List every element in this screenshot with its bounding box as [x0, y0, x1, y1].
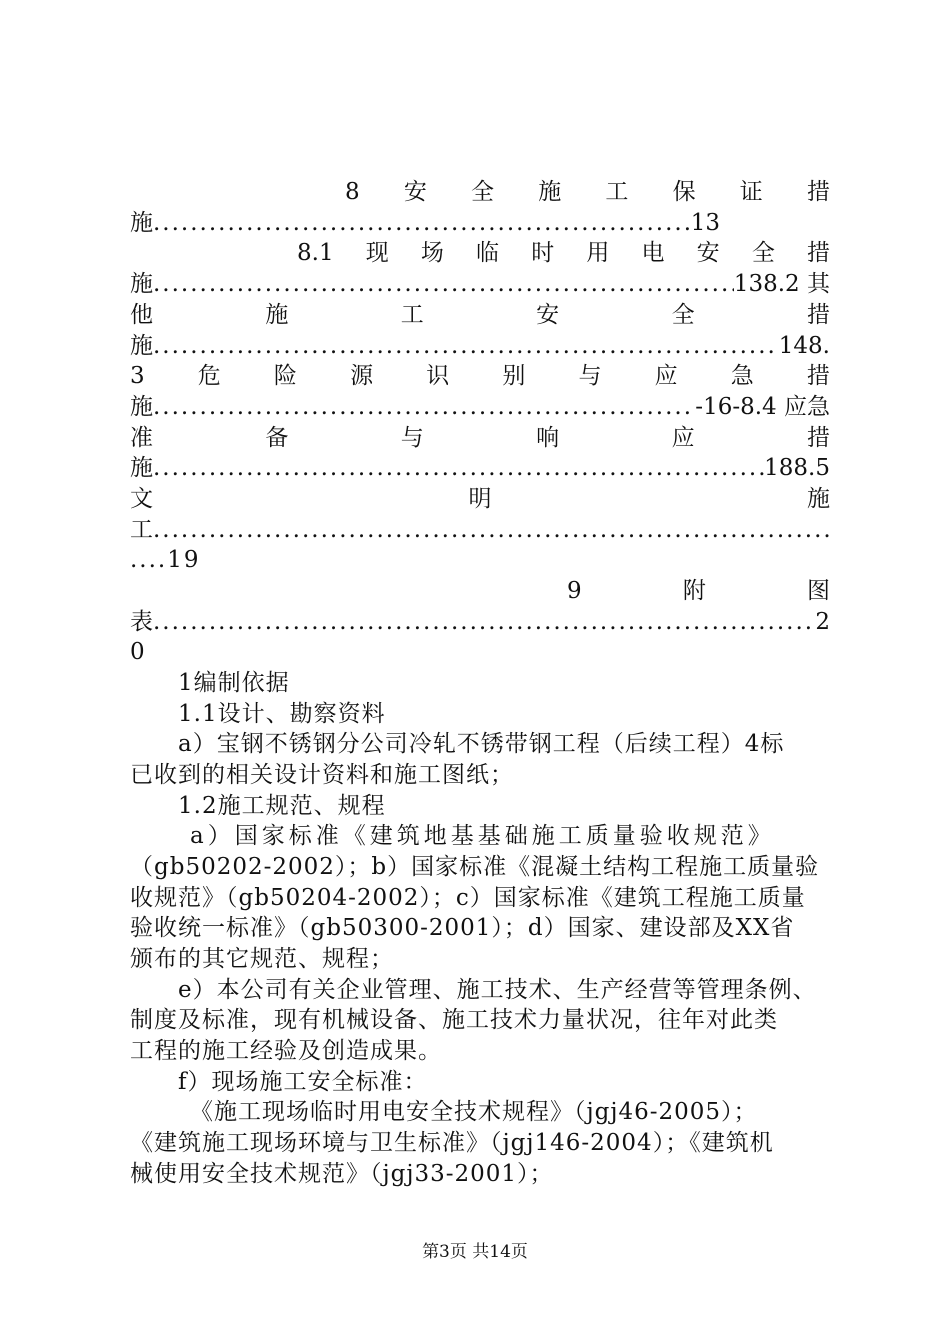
toc-word: 措: [806, 425, 830, 451]
toc-word: 与: [578, 363, 602, 389]
toc-word: 响: [536, 425, 560, 451]
body-line: 收规范》（gb50204-2002）；c）国家标准《建筑工程施工质量: [130, 885, 806, 911]
toc-head: 表: [130, 609, 153, 635]
section-heading-1: 1编制依据: [178, 670, 290, 696]
toc-leader-dots: [153, 392, 695, 422]
toc-word: 应: [654, 363, 678, 389]
toc-word: 与: [400, 425, 424, 451]
toc-head: 工: [130, 517, 153, 543]
toc-page: -16-8.4 应急: [695, 394, 830, 420]
toc-entry-8-2-line1: [130, 300, 830, 330]
toc-word: 安: [403, 179, 427, 205]
toc-word: 危: [197, 363, 221, 389]
toc-leader-dots: [153, 269, 734, 299]
toc-word: 备: [265, 425, 289, 451]
toc-head: 施: [130, 210, 153, 236]
toc-word: 全: [751, 240, 775, 266]
toc-entry-8-line2: [130, 208, 720, 238]
toc-word: 现: [365, 240, 389, 266]
body-line: 《施工现场临时用电安全技术规程》（jgj46-2005）；: [190, 1099, 758, 1125]
toc-word: 识: [426, 363, 450, 389]
toc-leader-dots: [153, 331, 779, 361]
toc-leader-dots: [153, 453, 764, 483]
toc-word: 工: [400, 302, 424, 328]
toc-leader-dots: [153, 607, 815, 637]
toc-entry-8-5-line2: [130, 515, 830, 545]
toc-entry-8-1-line1: [297, 238, 830, 268]
body-line: 验收统一标准》（gb50300-2001）；d）国家、建设部及XX省: [130, 915, 795, 941]
toc-word: 附: [682, 578, 706, 604]
toc-word: 安: [536, 302, 560, 328]
body-line: 《建筑施工现场环境与卫生标准》（jgj146-2004）；《建筑机: [130, 1130, 774, 1156]
page-footer: 第3页 共14页: [422, 1242, 528, 1262]
toc-page: 188.5: [764, 455, 830, 481]
toc-word: 8: [345, 179, 360, 205]
toc-entry-9-line1: [567, 576, 830, 606]
toc-entry-8-3-line2: [130, 392, 830, 422]
section-heading-1-1: 1.1设计、勘察资料: [178, 701, 386, 727]
toc-head: 施: [130, 271, 153, 297]
toc-word: 8.1: [297, 240, 334, 266]
toc-entry-8-3-line1: [130, 361, 830, 391]
toc-word: 急: [730, 363, 754, 389]
body-line: 工程的施工经验及创造成果。: [130, 1038, 442, 1064]
toc-entry-8-5-line1: [130, 484, 830, 514]
body-line: （gb50202-2002）；b）国家标准《混凝土结构工程施工质量验: [130, 854, 820, 880]
toc-word: 应: [671, 425, 695, 451]
toc-word: 别: [502, 363, 526, 389]
toc-word: 安: [696, 240, 720, 266]
toc-word: 措: [806, 363, 830, 389]
toc-word: 用: [586, 240, 610, 266]
toc-page: 2: [815, 609, 830, 635]
toc-page: 13: [690, 210, 720, 236]
toc-word: 他: [130, 302, 153, 328]
toc-leader-dots: [153, 208, 691, 238]
toc-word: 保: [672, 179, 696, 205]
toc-word: 措: [806, 302, 830, 328]
toc-word: 文: [130, 486, 153, 512]
toc-word: 全: [671, 302, 695, 328]
toc-word: 工: [605, 179, 629, 205]
body-line: e）本公司有关企业管理、施工技术、生产经营等管理条例、: [178, 977, 817, 1003]
toc-page: 138.2 其: [733, 271, 830, 297]
toc-entry-8-5-page: ....19: [130, 547, 201, 573]
toc-word: 证: [739, 179, 763, 205]
toc-word: 措: [806, 179, 830, 205]
body-line: f）现场施工安全标准：: [178, 1069, 428, 1095]
toc-entry-8-4-line1: [130, 423, 830, 453]
toc-word: 源: [350, 363, 374, 389]
toc-entry-8-line1: [345, 177, 830, 207]
toc-head: 施: [130, 394, 153, 420]
body-line: 械使用安全技术规范》（jgj33-2001）；: [130, 1161, 554, 1187]
toc-head: 施: [130, 333, 153, 359]
toc-entry-8-2-line2: [130, 331, 830, 361]
body-line: a）宝钢不锈钢分公司冷轧不锈带钢工程（后续工程）4标: [178, 731, 785, 757]
toc-word: 险: [273, 363, 297, 389]
toc-entry-9-line2: [130, 607, 830, 637]
toc-word: 图: [806, 578, 830, 604]
body-line: a）国家标准《建筑地基基础施工质量验收规范》: [190, 823, 775, 849]
toc-word: 9: [567, 578, 582, 604]
toc-entry-9-page-cont: 0: [130, 639, 145, 665]
toc-page: 148.: [778, 333, 830, 359]
body-line: 制度及标准，现有机械设备、施工技术力量状况，往年对此类: [130, 1007, 778, 1033]
toc-word: 措: [806, 240, 830, 266]
toc-word: 施: [538, 179, 562, 205]
toc-word: 3: [130, 363, 145, 389]
toc-entry-8-1-line2: [130, 269, 830, 299]
toc-word: 时: [531, 240, 555, 266]
toc-word: 明: [468, 486, 492, 512]
body-line: 颁布的其它规范、规程；: [130, 946, 394, 972]
toc-word: 场: [420, 240, 444, 266]
toc-word: 施: [265, 302, 289, 328]
toc-word: 准: [130, 425, 153, 451]
toc-leader-dots: [153, 515, 830, 545]
toc-word: 电: [641, 240, 665, 266]
section-heading-1-2: 1.2施工规范、规程: [178, 793, 386, 819]
toc-word: 临: [476, 240, 500, 266]
toc-head: 施: [130, 455, 153, 481]
toc-word: 全: [471, 179, 495, 205]
toc-entry-8-4-line2: [130, 453, 830, 483]
toc-word: 施: [807, 486, 830, 512]
body-line: 已收到的相关设计资料和施工图纸；: [130, 762, 514, 788]
